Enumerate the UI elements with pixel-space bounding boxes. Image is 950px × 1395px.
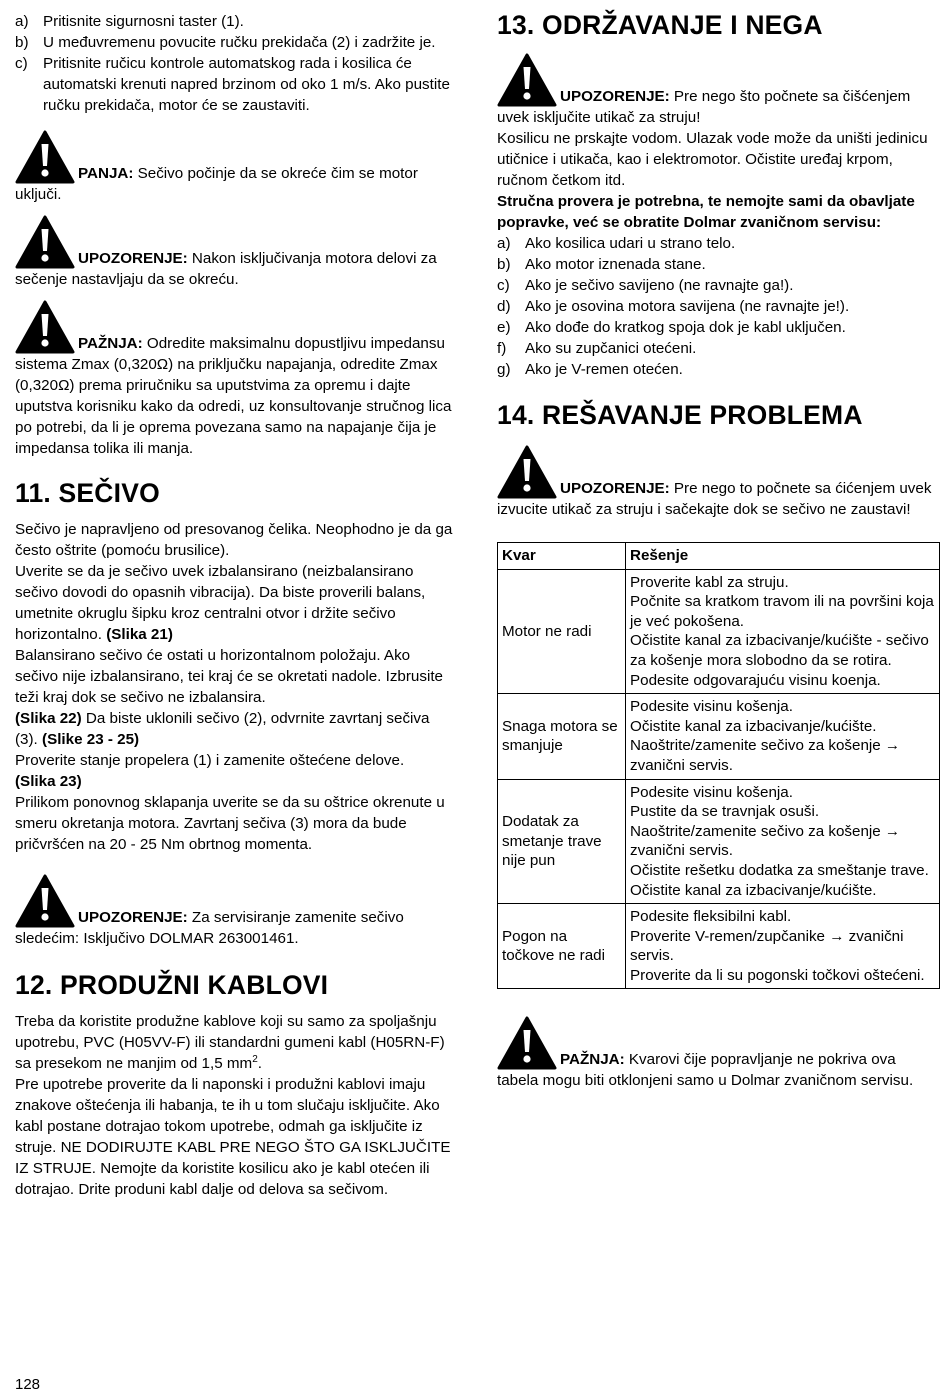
- solution-cell: Podesite fleksibilni kabl. Proverite V-remen/zupčanike → zvanični servis. Proverite da li su pogonski točkovi oštećeni.: [626, 904, 940, 989]
- section-title: 14. REŠAVANJE PROBLEMA: [497, 400, 863, 430]
- warning-icon: [15, 300, 75, 354]
- service-list: [497, 233, 940, 380]
- fault-cell: Snaga motora se smanjuje: [498, 694, 626, 779]
- troubleshooting-table: [497, 542, 940, 989]
- section-title: 12. PRODUŽNI KABLOVI: [15, 970, 329, 1000]
- list-item: d) Ako je osovina motora savijena (ne ravnajte je!).: [497, 298, 850, 315]
- section-title: 11. SEČIVO: [15, 478, 160, 508]
- left-column: [15, 0, 455, 1200]
- section-title: 13. ODRŽAVANJE I NEGA: [497, 10, 823, 40]
- list-item: e) Ako dođe do kratkog spoja dok je kabl uključen.: [497, 319, 846, 336]
- table-row: [498, 694, 940, 779]
- warning-icon: [15, 874, 75, 928]
- solution-cell: Podesite visinu košenja. Pustite da se travnjak osuši. Naoštrite/zamenite sečivo za košenje → zvanični servis. Očistite rešetku dodatka za smeštanje trave. Očistite kanal za izbacivanje/kućište.: [626, 779, 940, 904]
- warning-block: UPOZORENJE: Nakon isključivanja motora delovi za sečenje nastavljaju da se okreću.: [15, 215, 455, 290]
- column-header: Rešenje: [626, 543, 940, 570]
- warning-block: UPOZORENJE: Pre nego to počnete sa ćićenjem uvek izvucite utikač za struju i sačekajte dok se sečivo ne zaustavi!: [497, 445, 940, 520]
- fault-cell: Pogon na točkove ne radi: [498, 904, 626, 989]
- section-body: Sečivo je napravljeno od presovanog čelika. Neophodno je da ga često oštrite (pomoću brusilice). Uverite se da je sečivo uvek izbalansirano (neizbalansirano sečivo dovodi do opasnih vibracija). Da biste proverili balans, umetnite okruglu šipku kroz centralni otvor i držite sečivo horizontalno. (Slika 21) Balansirano sečivo će ostati u horizontalnom položaju. Ako sečivo nije izbalansirano, tei kraj će se okretati nadole. Izbrusite teži kraj dok se sečivo ne izbalansira. (Slika 22) Da biste uklonili sečivo (2), odvrnite zavrtanj sečiva (3). (Slike 23 - 25) Proverite stanje propelera (1) i zamenite oštećene delove. (Slika 23) Prilikom ponovnog sklapanja uverite se da su oštrice okrenute u smeru okretanja motora. Zavrtanj sečiva (3) mora da bude pričvršćen na 20 - 25 Nm obrtnog momenta.: [15, 521, 453, 853]
- list-item: b) U međuvremenu povucite ručku prekidača (2) i zadržite je.: [15, 34, 436, 51]
- table-header-row: [498, 543, 940, 570]
- solution-cell: Podesite visinu košenja. Očistite kanal za izbacivanje/kućište. Naoštrite/zamenite sečivo za košenje → zvanični servis.: [626, 694, 940, 779]
- table-row: [498, 904, 940, 989]
- list-item: b) Ako motor iznenada stane.: [497, 256, 706, 273]
- warning-block: UPOZORENJE: Za servisiranje zamenite sečivo sledećim: Isključivo DOLMAR 263001461.: [15, 874, 455, 949]
- warning-icon: [497, 53, 557, 107]
- fault-cell: Dodatak za smetanje trave nije pun: [498, 779, 626, 904]
- list-item: f) Ako su zupčanici otećeni.: [497, 340, 697, 357]
- warning-block: PAŽNJA: Kvarovi čije popravljanje ne pokriva ova tabela mogu biti otklonjeni samo u Dolmar zvaničnom servisu.: [497, 1016, 940, 1091]
- column-header: Kvar: [498, 543, 626, 570]
- list-item: g) Ako je V-remen otećen.: [497, 361, 683, 378]
- page-number: 128: [15, 1376, 41, 1393]
- warning-block: UPOZORENJE: Pre nego što počnete sa čišćenjem uvek isključite utikač za struju!: [497, 53, 940, 128]
- list-item: a) Ako kosilica udari u strano telo.: [497, 235, 736, 252]
- list-item: a) Pritisnite sigurnosni taster (1).: [15, 13, 244, 30]
- solution-cell: Proverite kabl za struju. Počnite sa kratkom travom ili na površini koja je već pokošena. Očistite kanal za izbacivanje/kućište - sečivo za košenje mora slobodno da se rotira. Podesite odgovarajuću visinu koenja.: [626, 569, 940, 694]
- warning-block: PAŽNJA: Odredite maksimalnu dopustljivu impedansu sistema Zmax (0,320Ω) na priključku napajanja, odredite Zmax (0,320Ω) prema priručniku sa uputstvima za opremu i dajte uputstva korisniku kako da odredi, uz konsultovanje stručnog lica po potrebi, da li je oprema povezana samo na napajanje čija je impedansa tolika ili manja.: [15, 300, 455, 459]
- warning-block: PANJA: Sečivo počinje da se okreće čim se motor uključi.: [15, 130, 455, 205]
- warning-icon: [15, 130, 75, 184]
- list-item: c) Pritisnite ručicu kontrole automatskog rada i kosilica će automatski krenuti napred brzinom od oko 1 m/s. Ako pustite ručku prekidača, motor će se zaustaviti.: [15, 55, 450, 114]
- warning-icon: [15, 215, 75, 269]
- warning-icon: [497, 1016, 557, 1070]
- right-column: 13. ODRŽAVANJE I NEGA UPOZORENJE: Pre nego što počnete sa čišćenjem uvek isključite utikač za struju! Kosilicu ne prskajte vodom. Ulazak vode može da uništi jedinicu utičnice i utikača, kao i elektromotor. Očistite uređaj krpom, ručnom četkom itd. Stručna provera je potrebna, te nemojte sami da obavljate popravke, već se obratite Dolmar zvaničnom servisu: a) Ako kosilica udari u strano telo. b) Ako motor iznenada stane. c) Ako je sečivo savijeno (ne ravnajte ga!). d) Ako je osovina motora savijena (ne ravnajte je!). e) Ako dođe do kratkog spoja dok je kabl uključen. f) Ako su zupčanici otećeni. g) Ako je V-remen otećen. 14. REŠAVANJE PROBLEMA UPOZORENJE: Pre nego to počnete sa ćićenjem uvek izvucite utikač za struju i sačekajte dok se sečivo ne zaustavi! Kvar Rešenje Motor ne radi Proverite kabl za struju. Počnite sa kratkom travom ili na površini koja je već pokošena. Očistite kanal za izbacivanje/kućište - sečivo za košenje mora slobodno da se rotira. Podesite odgovarajuću visinu koenja. Snaga motora se smanjuje Podesite visinu košenja. Očistite kanal za izbacivanje/kućište. Naoštrite/zamenite sečivo za košenje → zvanični servis. Dodatak za smetanje trave nije pun Podesite visinu košenja. Pustite da se travnjak osuši. Naoštrite/zamenite sečivo za košenje → zvanični servis. Očistite rešetku dodatka za smeštanje trave. Očistite kanal za izbacivanje/kućište. Pogon na točkove ne radi Podesite fleksibilni kabl. Proverite V-remen/zupčanike → zvanični servis. Proverite da li su pogonski točkovi oštećeni. PAŽNJA: Kvarovi čije popravljanje ne pokriva ova tabela mogu biti otklonjeni samo u Dolmar zvaničnom servisu.: [497, 0, 940, 1091]
- section-body: Treba da koristite produžne kablove koji su samo za spoljašnju upotrebu, PVC (H05VV-F) ili standardni gumeni kabl (H05RN-F) sa presekom ne manjim od 1,5 $mm^2$. Pre upotrebe proverite da li naponski i produžni kablovi imaju znakove oštećenja ili habanja, te ih u tom slučaju isključite. Ako kabl postane dotrajao tokom upotrebe, odmah ga isključite iz struje. NE DODIRUJTE KABL PRE NEGO ŠTO GA ISKLJUČITE IZ STRUJE. Nemojte da koristite kosilicu ako je kabl otećen ili dotrajao. Drite produni kabl dalje od delova sa sečivom.: [15, 1013, 451, 1198]
- list-item: c) Ako je sečivo savijeno (ne ravnajte ga!).: [497, 277, 794, 294]
- operation-steps: [15, 11, 455, 116]
- fault-cell: Motor ne radi: [498, 569, 626, 694]
- table-row: [498, 569, 940, 694]
- table-row: [498, 779, 940, 904]
- warning-icon: [497, 445, 557, 499]
